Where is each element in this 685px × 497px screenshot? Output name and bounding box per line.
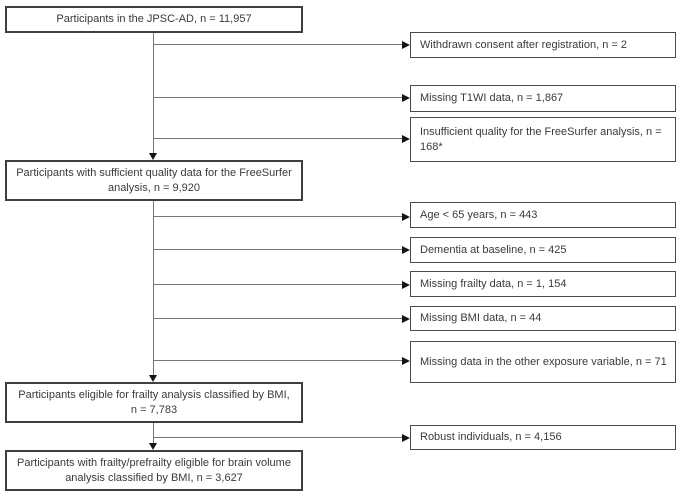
connector-branch-other-exposure <box>154 360 404 361</box>
exclusion-box-missing-frailty <box>410 271 676 297</box>
arrow-down-icon <box>149 375 157 382</box>
flow-box-label: Participants with frailty/prefrailty eligible for brain volume analysis classified by BMI, n = 3,627 <box>17 457 291 484</box>
connector-branch-robust <box>154 437 404 438</box>
exclusion-box-missing-bmi <box>410 306 676 331</box>
connector-stem-3 <box>153 423 154 443</box>
exclusion-box-label: Age < 65 years, n = 443 <box>420 208 538 221</box>
connector-branch-insufficient <box>154 138 404 139</box>
arrow-right-icon <box>402 281 410 289</box>
arrow-right-icon <box>402 213 410 221</box>
exclusion-box-label: Withdrawn consent after registration, n = 2 <box>420 38 627 51</box>
arrow-down-icon <box>149 153 157 160</box>
exclusion-box-label: Missing BMI data, n = 44 <box>420 312 542 325</box>
exclusion-box-label: Dementia at baseline, n = 425 <box>420 243 567 256</box>
exclusion-box-label: Missing data in the other exposure variable, n = 71 <box>420 355 667 368</box>
arrow-right-icon <box>402 94 410 102</box>
connector-branch-t1wi <box>154 97 404 98</box>
exclusion-box-label: Robust individuals, n = 4,156 <box>420 431 562 444</box>
flow-box-jpsc-ad-participants <box>5 6 303 33</box>
flow-box-label: Participants eligible for frailty analysis classified by BMI, n = 7,783 <box>18 389 290 416</box>
flow-box-label: Participants with sufficient quality data for the FreeSurfer analysis, n = 9,920 <box>16 167 292 194</box>
exclusion-box-insufficient-quality <box>410 117 676 162</box>
arrow-right-icon <box>402 357 410 365</box>
exclusion-box-robust-individuals <box>410 425 676 450</box>
connector-branch-withdrawn <box>154 44 404 45</box>
connector-stem-2 <box>153 201 154 375</box>
arrow-right-icon <box>402 135 410 143</box>
flow-box-label: Participants in the JPSC-AD, n = 11,957 <box>56 13 252 26</box>
connector-branch-frailty <box>154 284 404 285</box>
arrow-right-icon <box>402 41 410 49</box>
arrow-right-icon <box>402 434 410 442</box>
exclusion-box-label: Missing T1WI data, n = 1,867 <box>420 92 564 105</box>
connector-stem-1 <box>153 33 154 153</box>
exclusion-box-label: Insufficient quality for the FreeSurfer analysis, n = 168* <box>420 126 662 153</box>
arrow-right-icon <box>402 246 410 254</box>
exclusion-box-withdrawn-consent <box>410 32 676 58</box>
flow-box-sufficient-quality <box>5 160 303 201</box>
arrow-down-icon <box>149 443 157 450</box>
arrow-right-icon <box>402 315 410 323</box>
exclusion-box-missing-other-exposure <box>410 341 676 383</box>
exclusion-box-label: Missing frailty data, n = 1, 154 <box>420 277 567 290</box>
connector-branch-bmi <box>154 318 404 319</box>
exclusion-box-age-under-65 <box>410 202 676 228</box>
connector-branch-age <box>154 216 404 217</box>
exclusion-box-dementia-baseline <box>410 237 676 263</box>
flow-box-frailty-prefrailty-eligible <box>5 450 303 491</box>
exclusion-box-missing-t1wi <box>410 85 676 112</box>
flow-box-eligible-frailty-analysis <box>5 382 303 423</box>
connector-branch-dementia <box>154 249 404 250</box>
